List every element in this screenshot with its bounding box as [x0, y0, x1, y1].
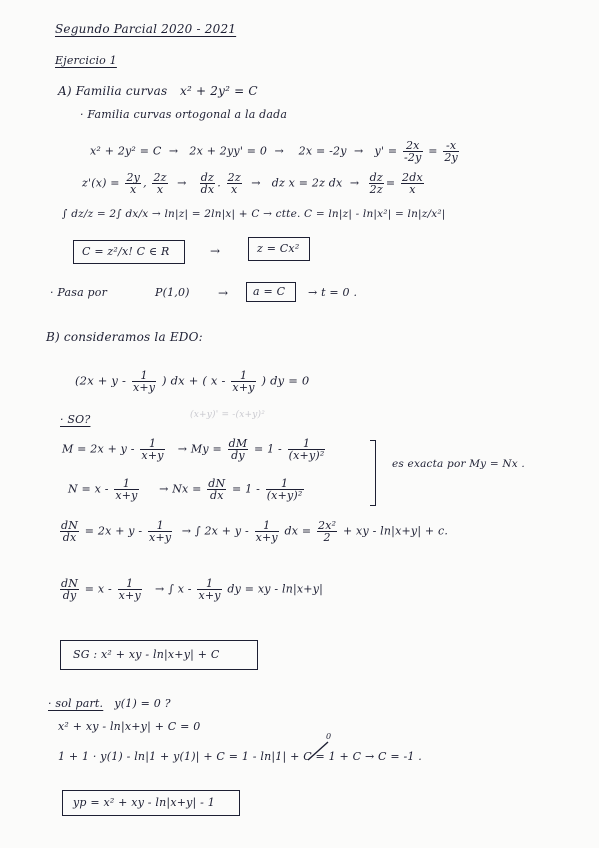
fraction: $\frac{1}{x+y}$	[232, 369, 255, 394]
fraction: $\frac{2x}{-2y}$	[404, 139, 422, 164]
int1-eq: = 2x + y -	[84, 524, 143, 538]
fraction: $\frac{-x}{2y}$	[444, 139, 458, 164]
result-box-z	[248, 237, 310, 261]
int2-integral: → ∫ x -	[154, 582, 192, 596]
fraction: $\frac{2z}{x}$	[227, 171, 241, 196]
faint-note: (x+y)' = -(x+y)²	[190, 410, 266, 420]
fraction: $\frac{2y}{x}$	[126, 171, 141, 196]
bracket	[370, 440, 376, 506]
n-arrow: → Nx =	[159, 482, 202, 496]
fraction: $\frac{dN}{dx}$	[61, 519, 79, 544]
so-label: · SO?	[60, 413, 91, 426]
particular-solution-text: yp = x² + xy - ln|x+y| - 1	[73, 796, 215, 809]
int2-res: dy = xy - ln|x+y|	[227, 582, 324, 596]
particular-line-2: 1 + 1 · y(1) - ln|1 + y(1)| + C = 1 - ln|1| + C = 1 + C → C = -1 .	[58, 750, 422, 763]
int1-res: dx =	[284, 524, 312, 538]
m-line	[62, 438, 327, 461]
part-a-label: A) Familia curvas	[58, 84, 168, 98]
edo-part: ) dx + ( x -	[162, 373, 226, 388]
point-bullet: · Pasa por	[50, 286, 108, 299]
family-equation: x² + 2y² = C	[180, 84, 258, 98]
step1-lhs: x² + 2y² = C	[90, 144, 162, 158]
step1-rhs: 2x = -2y	[298, 144, 347, 158]
fraction: $\frac{1}{x+y}$	[141, 437, 164, 462]
fraction: $\frac{2z}{x}$	[153, 171, 167, 196]
step2-line: z'(x) = $\frac{2y}{x}$ , $\frac{2z}{x}$ → $\frac{dz}{dx}$ . $\frac{2z}{x}$ → dz x = 2z dx → $\frac{dz}{2z}$ = $\frac{2dx}{x}$	[82, 171, 423, 196]
zero-mark: 0	[326, 732, 332, 741]
fraction: $\frac{dN}{dx}$	[208, 477, 226, 502]
point-value: P(1,0)	[155, 286, 190, 299]
int1-tail: + xy - ln|x+y| + c.	[342, 524, 449, 538]
equals-sign: =	[428, 144, 438, 158]
int1-integral: → ∫ 2x + y -	[181, 524, 249, 538]
edo-part: = 0	[288, 373, 310, 388]
fraction: $\frac{\text{2x²}}{2}$	[318, 519, 337, 544]
particular-line-1: x² + xy - ln|x+y| + C = 0	[58, 720, 201, 733]
fraction: $\frac{dN}{dy}$	[61, 577, 79, 602]
fraction: $\frac{1}{x+y}$	[115, 477, 138, 502]
page-title: Segundo Parcial 2020 - 2021	[55, 22, 237, 36]
general-solution-box	[60, 640, 258, 670]
fraction: $\frac{1}{\text{(x+y)²}}$	[266, 477, 303, 502]
exact-note: es exacta por My = Nx .	[392, 458, 525, 470]
particular-label	[48, 697, 171, 710]
n-lhs: N = x -	[68, 482, 109, 496]
general-solution-text: SG : x² + xy - ln|x+y| + C	[73, 648, 220, 661]
fraction: $\frac{1}{x+y}$	[149, 519, 172, 544]
step1-derivative: 2x + 2yy' = 0	[189, 144, 268, 158]
step1-yprime: y' =	[374, 144, 398, 158]
arrow: →	[210, 244, 221, 258]
point-result: → t = 0 .	[308, 286, 358, 299]
step1-line: x² + 2y² = C → 2x + 2yy' = 0 → 2x = -2y → y' = $\frac{2x}{-2y}$ = $\frac{-x}{2y}$	[90, 139, 458, 164]
n-val: 1 -	[245, 482, 260, 496]
n-line	[68, 478, 306, 501]
step3-integration: ∫ dz/z = 2∫ dx/x → ln|z| = 2ln|x| + C → ctte. C = ln|z| - ln|x²| = ln|z/x²|	[62, 208, 446, 220]
point-box	[246, 282, 296, 302]
step2-separated: dz x = 2z dx	[271, 176, 343, 190]
edo-part: (2x + y -	[75, 373, 127, 388]
m-val: 1 -	[267, 442, 282, 456]
fraction: $\frac{1}{x+y}$	[118, 577, 141, 602]
result-c-text: C = z²/x! C ∈ R	[82, 245, 170, 258]
exercise-heading: Ejercicio 1	[55, 54, 117, 67]
equals-sign: =	[232, 482, 242, 496]
m-arrow: → My =	[177, 442, 222, 456]
fraction: $\frac{1}{\text{(x+y)²}}$	[288, 437, 325, 462]
result-z-text: z = Cx²	[257, 242, 300, 255]
fraction: $\frac{dz}{dx}$	[200, 171, 215, 196]
integral-2	[58, 578, 323, 601]
point-box-text: a = C	[253, 285, 286, 298]
fraction: $\frac{2dx}{x}$	[402, 171, 423, 196]
m-lhs: M = 2x + y -	[62, 442, 135, 456]
equals-sign: =	[254, 442, 264, 456]
fraction: $\frac{1}{x+y}$	[132, 369, 156, 394]
particular-solution-box	[62, 790, 240, 816]
step2-zprime: z'(x) =	[82, 176, 120, 190]
arrow: →	[218, 286, 229, 300]
fraction: $\frac{dM}{dy}$	[228, 437, 248, 462]
int2-eq: = x -	[84, 582, 112, 596]
part-b-label: B) consideramos la EDO:	[46, 330, 203, 344]
fraction: $\frac{1}{x+y}$	[198, 577, 221, 602]
integral-1	[58, 520, 448, 543]
result-box-c	[73, 240, 185, 264]
edo-equation	[75, 370, 309, 393]
strike-mark	[306, 740, 332, 762]
particular-condition: y(1) = 0 ?	[114, 697, 171, 710]
particular-label-text: · sol part.	[48, 697, 104, 710]
fraction: $\frac{dz}{2z}$	[369, 171, 383, 196]
orthogonal-bullet: · Familia curvas ortogonal a la dada	[80, 108, 288, 121]
fraction: $\frac{1}{x+y}$	[255, 519, 278, 544]
edo-part: ) dy	[261, 373, 285, 388]
